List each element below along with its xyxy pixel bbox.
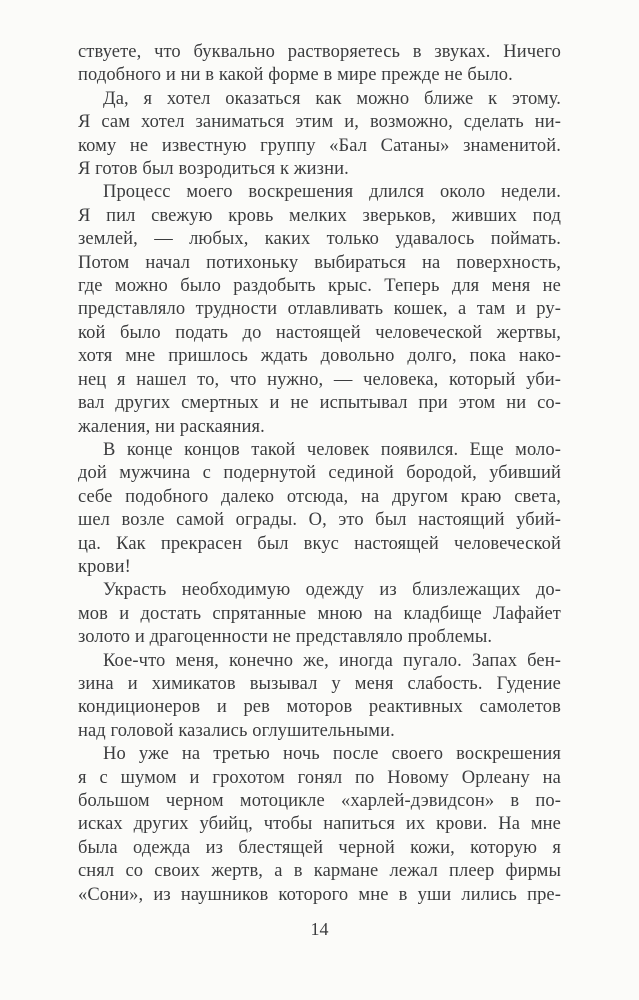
text-line: представляло трудности отлавливать кошек, а там и ру- [78,299,561,320]
paragraph [78,743,561,907]
text-line: крови! [78,556,131,577]
text-line: жаления, ни раскаяния. [78,416,265,437]
text-line: Но уже на третью ночь после своего воскрешения [103,744,561,765]
text-line: ца. Как прекрасен был вкус настоящей человеческой [78,533,561,554]
text-line: дой мужчина с подернутой сединой бородой, убивший [78,463,561,484]
text-line: над головой казались оглушительными. [78,720,395,741]
text-line: была одежда из блестящей черной кожи, которую я [78,837,561,858]
paragraph [78,439,561,579]
text-line: Я пил свежую кровь мелких зверьков, живших под [78,205,561,226]
paragraph [78,88,561,182]
text-line: подобного и ни в какой форме в мире прежде не было. [78,65,513,86]
text-line: ствуете, что буквально растворяетесь в звуках. Ничего [78,42,561,62]
paragraph [78,181,561,438]
text-line: кондиционеров и рев моторов реактивных самолетов [78,697,561,718]
text-line: нец я нашел то, что нужно, — человека, который уби- [78,369,561,390]
text-line: Я готов был возродиться к жизни. [78,159,349,180]
text-line: землей, — любых, каких только удавалось поймать. [78,229,561,250]
paragraph [78,579,561,649]
text-line: мов и достать спрятанные мною на кладбище Лафайет [78,603,561,624]
text-line: Кое-что меня, конечно же, иногда пугало. Запах бен- [103,650,561,671]
text-line: Потом начал потихоньку выбираться на поверхность, [78,252,561,273]
text-line: Я сам хотел заниматься этим и, возможно, сделать ни- [78,112,561,133]
text-line: исках других убийц, чтобы напиться их крови. На мне [78,814,561,835]
text-line: себе подобного далеко отсюда, на другом краю света, [78,486,561,507]
text-line: В конце концов такой человек появился. Еще моло- [103,439,561,460]
text-line: кой было подать до настоящей человеческой жертвы, [78,322,561,343]
page-text-block [78,41,561,907]
text-line: вал других смертных и не испытывал при этом ни со- [78,393,561,414]
text-line: Украсть необходимую одежду из близлежащих до- [103,580,561,601]
paragraph [78,41,561,88]
page-number: 14 [310,919,329,939]
paragraph [78,650,561,744]
text-line: снял со своих жертв, а в кармане лежал плеер фирмы [78,861,561,882]
text-line: я с шумом и грохотом гонял по Новому Орлеану на [78,767,561,788]
text-line: большом черном мотоцикле «харлей-дэвидсон» в по- [78,791,561,811]
text-line: где можно было раздобыть крыс. Теперь для меня не [78,276,561,297]
text-line: шел возле самой ограды. О, это был настоящий убий- [78,510,561,531]
text-line: Да, я хотел оказаться как можно ближе к этому. [103,88,561,109]
text-line: золото и драгоценности не представляло проблемы. [78,627,493,648]
text-line: хотя мне пришлось ждать довольно долго, пока нако- [78,346,561,367]
text-line: Процесс моего воскрешения длился около недели. [103,182,561,203]
text-line: кому не известную группу «Бал Сатаны» знаменитой. [78,135,561,156]
text-line: зина и химикатов вызывал у меня слабость. Гудение [78,673,561,694]
text-line: «Сони», из наушников которого мне в уши лились пре- [78,884,561,905]
